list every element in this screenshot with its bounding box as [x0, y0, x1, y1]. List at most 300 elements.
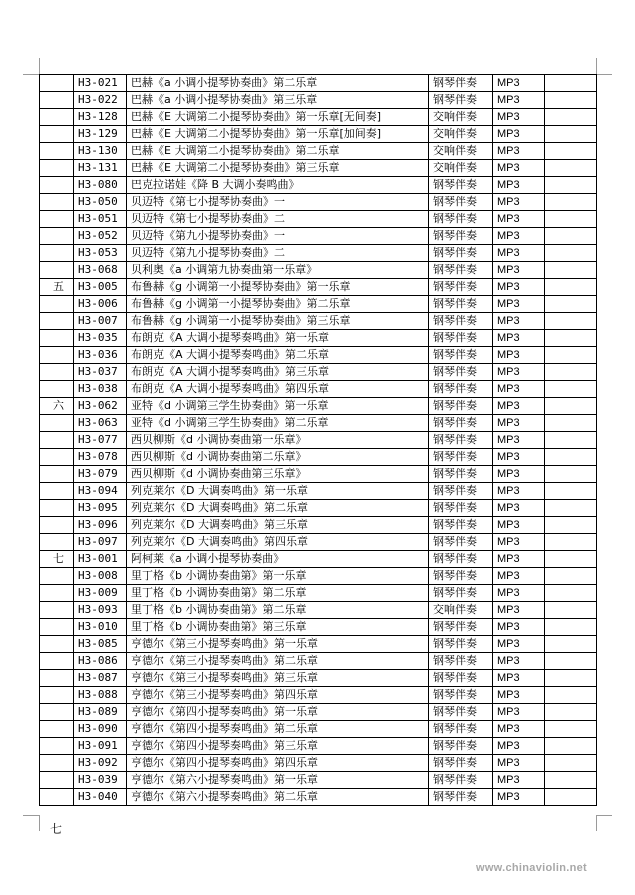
format-cell: MP3	[493, 602, 545, 619]
format-cell: MP3	[493, 738, 545, 755]
section-cell	[40, 687, 74, 704]
note-cell	[545, 75, 597, 92]
table-row	[40, 602, 597, 619]
title-cell: 巴赫《E 大调第二小提琴协奏曲》第三乐章	[127, 160, 429, 177]
accompaniment-cell: 钢琴伴奏	[429, 517, 493, 534]
note-cell	[545, 653, 597, 670]
format-cell: MP3	[493, 330, 545, 347]
section-cell	[40, 347, 74, 364]
table-row	[40, 279, 597, 296]
table-row	[40, 262, 597, 279]
format-cell: MP3	[493, 466, 545, 483]
section-cell	[40, 568, 74, 585]
format-cell: MP3	[493, 687, 545, 704]
accompaniment-cell: 交响伴奏	[429, 143, 493, 160]
note-cell	[545, 313, 597, 330]
title-cell: 亨德尔《第六小提琴奏鸣曲》第一乐章	[127, 772, 429, 789]
table-row	[40, 670, 597, 687]
accompaniment-cell: 钢琴伴奏	[429, 687, 493, 704]
section-cell	[40, 364, 74, 381]
section-cell	[40, 143, 74, 160]
section-cell	[40, 466, 74, 483]
code-cell: H3-093	[74, 602, 127, 619]
code-cell: H3-007	[74, 313, 127, 330]
title-cell: 巴赫《E 大调第二小提琴协奏曲》第一乐章[无间奏]	[127, 109, 429, 126]
accompaniment-cell: 交响伴奏	[429, 160, 493, 177]
note-cell	[545, 500, 597, 517]
accompaniment-cell: 交响伴奏	[429, 109, 493, 126]
format-cell: MP3	[493, 721, 545, 738]
accompaniment-cell: 钢琴伴奏	[429, 670, 493, 687]
accompaniment-cell: 钢琴伴奏	[429, 772, 493, 789]
title-cell: 亨德尔《第三小提琴奏鸣曲》第一乐章	[127, 636, 429, 653]
title-cell: 西贝柳斯《d 小调协奏曲第一乐章》	[127, 432, 429, 449]
section-cell	[40, 228, 74, 245]
format-cell: MP3	[493, 381, 545, 398]
crop-mark-top-right-h	[596, 74, 612, 75]
table-row	[40, 75, 597, 92]
table-row	[40, 449, 597, 466]
title-cell: 亨德尔《第三小提琴奏鸣曲》第三乐章	[127, 670, 429, 687]
accompaniment-cell: 钢琴伴奏	[429, 449, 493, 466]
page-number: 七	[49, 822, 62, 836]
accompaniment-cell: 钢琴伴奏	[429, 262, 493, 279]
title-cell: 亨德尔《第四小提琴奏鸣曲》第一乐章	[127, 704, 429, 721]
note-cell	[545, 228, 597, 245]
format-cell: MP3	[493, 670, 545, 687]
code-cell: H3-095	[74, 500, 127, 517]
code-cell: H3-068	[74, 262, 127, 279]
code-cell: H3-021	[74, 75, 127, 92]
note-cell	[545, 245, 597, 262]
format-cell: MP3	[493, 483, 545, 500]
title-cell: 布鲁赫《g 小调第一小提琴协奏曲》第二乐章	[127, 296, 429, 313]
format-cell: MP3	[493, 126, 545, 143]
note-cell	[545, 92, 597, 109]
code-cell: H3-080	[74, 177, 127, 194]
accompaniment-cell: 钢琴伴奏	[429, 500, 493, 517]
code-cell: H3-052	[74, 228, 127, 245]
code-cell: H3-050	[74, 194, 127, 211]
format-cell: MP3	[493, 279, 545, 296]
section-cell: 七	[40, 551, 74, 568]
section-cell	[40, 534, 74, 551]
section-cell	[40, 262, 74, 279]
title-cell: 巴赫《a 小调小提琴协奏曲》第三乐章	[127, 92, 429, 109]
table-row	[40, 517, 597, 534]
note-cell	[545, 568, 597, 585]
crop-mark-bottom-left-h	[23, 815, 39, 816]
accompaniment-cell: 钢琴伴奏	[429, 330, 493, 347]
code-cell: H3-096	[74, 517, 127, 534]
accompaniment-cell: 钢琴伴奏	[429, 194, 493, 211]
title-cell: 亚特《d 小调第三学生协奏曲》第二乐章	[127, 415, 429, 432]
title-cell: 巴赫《a 小调小提琴协奏曲》第二乐章	[127, 75, 429, 92]
accompaniment-cell: 钢琴伴奏	[429, 177, 493, 194]
table-row	[40, 483, 597, 500]
code-cell: H3-129	[74, 126, 127, 143]
title-cell: 贝迈特《第九小提琴协奏曲》二	[127, 245, 429, 262]
code-cell: H3-091	[74, 738, 127, 755]
format-cell: MP3	[493, 432, 545, 449]
code-cell: H3-005	[74, 279, 127, 296]
table-row	[40, 245, 597, 262]
table-row	[40, 687, 597, 704]
note-cell	[545, 534, 597, 551]
section-cell	[40, 296, 74, 313]
code-cell: H3-038	[74, 381, 127, 398]
table-row	[40, 789, 597, 806]
accompaniment-cell: 钢琴伴奏	[429, 721, 493, 738]
format-cell: MP3	[493, 755, 545, 772]
title-cell: 列克莱尔《D 大调奏鸣曲》第三乐章	[127, 517, 429, 534]
table-row	[40, 619, 597, 636]
section-cell	[40, 449, 74, 466]
code-cell: H3-088	[74, 687, 127, 704]
title-cell: 里丁格《b 小调协奏曲第》第三乐章	[127, 619, 429, 636]
title-cell: 贝迈特《第九小提琴协奏曲》一	[127, 228, 429, 245]
section-cell	[40, 653, 74, 670]
section-cell	[40, 636, 74, 653]
code-cell: H3-092	[74, 755, 127, 772]
format-cell: MP3	[493, 296, 545, 313]
title-cell: 亨德尔《第四小提琴奏鸣曲》第四乐章	[127, 755, 429, 772]
accompaniment-cell: 钢琴伴奏	[429, 704, 493, 721]
table-row	[40, 636, 597, 653]
section-cell	[40, 313, 74, 330]
code-cell: H3-010	[74, 619, 127, 636]
table-row	[40, 721, 597, 738]
code-cell: H3-039	[74, 772, 127, 789]
accompaniment-cell: 钢琴伴奏	[429, 211, 493, 228]
note-cell	[545, 789, 597, 806]
accompaniment-cell: 钢琴伴奏	[429, 636, 493, 653]
title-cell: 亨德尔《第三小提琴奏鸣曲》第二乐章	[127, 653, 429, 670]
note-cell	[545, 602, 597, 619]
note-cell	[545, 772, 597, 789]
code-cell: H3-131	[74, 160, 127, 177]
note-cell	[545, 398, 597, 415]
accompaniment-cell: 钢琴伴奏	[429, 551, 493, 568]
section-cell	[40, 772, 74, 789]
note-cell	[545, 194, 597, 211]
catalog-table-body	[40, 75, 597, 806]
accompaniment-cell: 钢琴伴奏	[429, 483, 493, 500]
table-row	[40, 109, 597, 126]
section-cell	[40, 126, 74, 143]
section-cell	[40, 500, 74, 517]
code-cell: H3-078	[74, 449, 127, 466]
section-cell: 六	[40, 398, 74, 415]
title-cell: 布朗克《A 大调小提琴奏鸣曲》第一乐章	[127, 330, 429, 347]
format-cell: MP3	[493, 262, 545, 279]
table-row	[40, 500, 597, 517]
format-cell: MP3	[493, 245, 545, 262]
format-cell: MP3	[493, 364, 545, 381]
code-cell: H3-022	[74, 92, 127, 109]
title-cell: 布朗克《A 大调小提琴奏鸣曲》第三乐章	[127, 364, 429, 381]
format-cell: MP3	[493, 109, 545, 126]
code-cell: H3-077	[74, 432, 127, 449]
accompaniment-cell: 交响伴奏	[429, 126, 493, 143]
section-cell	[40, 738, 74, 755]
format-cell: MP3	[493, 313, 545, 330]
section-cell	[40, 517, 74, 534]
section-cell	[40, 721, 74, 738]
catalog-table	[39, 74, 597, 806]
crop-mark-bottom-right-h	[596, 815, 612, 816]
note-cell	[545, 738, 597, 755]
code-cell: H3-062	[74, 398, 127, 415]
accompaniment-cell: 钢琴伴奏	[429, 415, 493, 432]
accompaniment-cell: 钢琴伴奏	[429, 75, 493, 92]
section-cell: 五	[40, 279, 74, 296]
code-cell: H3-085	[74, 636, 127, 653]
format-cell: MP3	[493, 568, 545, 585]
table-row	[40, 313, 597, 330]
note-cell	[545, 330, 597, 347]
table-row	[40, 143, 597, 160]
accompaniment-cell: 钢琴伴奏	[429, 92, 493, 109]
note-cell	[545, 517, 597, 534]
format-cell: MP3	[493, 398, 545, 415]
table-row	[40, 364, 597, 381]
note-cell	[545, 670, 597, 687]
accompaniment-cell: 钢琴伴奏	[429, 381, 493, 398]
section-cell	[40, 194, 74, 211]
format-cell: MP3	[493, 177, 545, 194]
table-row	[40, 738, 597, 755]
format-cell: MP3	[493, 636, 545, 653]
table-row	[40, 126, 597, 143]
format-cell: MP3	[493, 551, 545, 568]
title-cell: 巴赫《E 大调第二小提琴协奏曲》第二乐章	[127, 143, 429, 160]
format-cell: MP3	[493, 143, 545, 160]
section-cell	[40, 92, 74, 109]
code-cell: H3-094	[74, 483, 127, 500]
table-row	[40, 568, 597, 585]
accompaniment-cell: 钢琴伴奏	[429, 228, 493, 245]
code-cell: H3-089	[74, 704, 127, 721]
note-cell	[545, 347, 597, 364]
title-cell: 亨德尔《第四小提琴奏鸣曲》第三乐章	[127, 738, 429, 755]
note-cell	[545, 143, 597, 160]
table-row	[40, 177, 597, 194]
table-row	[40, 211, 597, 228]
title-cell: 布朗克《A 大调小提琴奏鸣曲》第二乐章	[127, 347, 429, 364]
code-cell: H3-130	[74, 143, 127, 160]
code-cell: H3-035	[74, 330, 127, 347]
section-cell	[40, 602, 74, 619]
accompaniment-cell: 钢琴伴奏	[429, 738, 493, 755]
note-cell	[545, 279, 597, 296]
table-row	[40, 585, 597, 602]
format-cell: MP3	[493, 160, 545, 177]
crop-mark-top-left-h	[23, 74, 39, 75]
accompaniment-cell: 钢琴伴奏	[429, 364, 493, 381]
format-cell: MP3	[493, 789, 545, 806]
code-cell: H3-128	[74, 109, 127, 126]
table-row	[40, 347, 597, 364]
section-cell	[40, 330, 74, 347]
note-cell	[545, 585, 597, 602]
table-row	[40, 755, 597, 772]
accompaniment-cell: 钢琴伴奏	[429, 245, 493, 262]
format-cell: MP3	[493, 347, 545, 364]
title-cell: 贝迈特《第七小提琴协奏曲》二	[127, 211, 429, 228]
code-cell: H3-001	[74, 551, 127, 568]
note-cell	[545, 636, 597, 653]
code-cell: H3-006	[74, 296, 127, 313]
title-cell: 里丁格《b 小调协奏曲第》第二乐章	[127, 585, 429, 602]
note-cell	[545, 704, 597, 721]
code-cell: H3-037	[74, 364, 127, 381]
format-cell: MP3	[493, 653, 545, 670]
section-cell	[40, 211, 74, 228]
accompaniment-cell: 钢琴伴奏	[429, 585, 493, 602]
section-cell	[40, 704, 74, 721]
title-cell: 巴赫《E 大调第二小提琴协奏曲》第一乐章[加间奏]	[127, 126, 429, 143]
title-cell: 里丁格《b 小调协奏曲第》第二乐章	[127, 602, 429, 619]
format-cell: MP3	[493, 704, 545, 721]
code-cell: H3-086	[74, 653, 127, 670]
accompaniment-cell: 钢琴伴奏	[429, 653, 493, 670]
table-row	[40, 381, 597, 398]
note-cell	[545, 126, 597, 143]
table-row	[40, 432, 597, 449]
code-cell: H3-036	[74, 347, 127, 364]
format-cell: MP3	[493, 211, 545, 228]
section-cell	[40, 619, 74, 636]
crop-mark-top-right-v	[596, 58, 597, 74]
note-cell	[545, 687, 597, 704]
code-cell: H3-079	[74, 466, 127, 483]
format-cell: MP3	[493, 534, 545, 551]
section-cell	[40, 670, 74, 687]
crop-mark-bottom-right-v	[596, 815, 597, 831]
section-cell	[40, 432, 74, 449]
format-cell: MP3	[493, 619, 545, 636]
section-cell	[40, 483, 74, 500]
format-cell: MP3	[493, 92, 545, 109]
note-cell	[545, 211, 597, 228]
note-cell	[545, 721, 597, 738]
accompaniment-cell: 钢琴伴奏	[429, 755, 493, 772]
watermark: www.chinaviolin.net	[475, 862, 587, 874]
title-cell: 列克莱尔《D 大调奏鸣曲》第一乐章	[127, 483, 429, 500]
format-cell: MP3	[493, 449, 545, 466]
title-cell: 里丁格《b 小调协奏曲第》第一乐章	[127, 568, 429, 585]
section-cell	[40, 585, 74, 602]
accompaniment-cell: 钢琴伴奏	[429, 789, 493, 806]
note-cell	[545, 109, 597, 126]
note-cell	[545, 483, 597, 500]
title-cell: 布鲁赫《g 小调第一小提琴协奏曲》第一乐章	[127, 279, 429, 296]
table-row	[40, 772, 597, 789]
title-cell: 亨德尔《第四小提琴奏鸣曲》第二乐章	[127, 721, 429, 738]
note-cell	[545, 755, 597, 772]
table-row	[40, 296, 597, 313]
title-cell: 西贝柳斯《d 小调协奏曲第三乐章》	[127, 466, 429, 483]
table-row	[40, 194, 597, 211]
code-cell: H3-008	[74, 568, 127, 585]
accompaniment-cell: 钢琴伴奏	[429, 313, 493, 330]
format-cell: MP3	[493, 75, 545, 92]
note-cell	[545, 381, 597, 398]
section-cell	[40, 789, 74, 806]
accompaniment-cell: 钢琴伴奏	[429, 432, 493, 449]
section-cell	[40, 755, 74, 772]
section-cell	[40, 177, 74, 194]
format-cell: MP3	[493, 585, 545, 602]
note-cell	[545, 364, 597, 381]
title-cell: 亨德尔《第六小提琴奏鸣曲》第二乐章	[127, 789, 429, 806]
section-cell	[40, 109, 74, 126]
table-row	[40, 551, 597, 568]
crop-mark-top-left-v	[39, 58, 40, 74]
accompaniment-cell: 钢琴伴奏	[429, 466, 493, 483]
section-cell	[40, 415, 74, 432]
note-cell	[545, 619, 597, 636]
title-cell: 布鲁赫《g 小调第一小提琴协奏曲》第三乐章	[127, 313, 429, 330]
title-cell: 亨德尔《第三小提琴奏鸣曲》第四乐章	[127, 687, 429, 704]
code-cell: H3-097	[74, 534, 127, 551]
table-row	[40, 534, 597, 551]
title-cell: 布朗克《A 大调小提琴奏鸣曲》第四乐章	[127, 381, 429, 398]
format-cell: MP3	[493, 415, 545, 432]
note-cell	[545, 160, 597, 177]
format-cell: MP3	[493, 517, 545, 534]
section-cell	[40, 381, 74, 398]
accompaniment-cell: 交响伴奏	[429, 602, 493, 619]
accompaniment-cell: 钢琴伴奏	[429, 398, 493, 415]
note-cell	[545, 296, 597, 313]
note-cell	[545, 262, 597, 279]
note-cell	[545, 551, 597, 568]
format-cell: MP3	[493, 772, 545, 789]
section-cell	[40, 75, 74, 92]
table-row	[40, 398, 597, 415]
table-row	[40, 653, 597, 670]
section-cell	[40, 160, 74, 177]
note-cell	[545, 449, 597, 466]
format-cell: MP3	[493, 228, 545, 245]
section-cell	[40, 245, 74, 262]
code-cell: H3-009	[74, 585, 127, 602]
table-row	[40, 330, 597, 347]
note-cell	[545, 466, 597, 483]
table-row	[40, 704, 597, 721]
table-row	[40, 92, 597, 109]
note-cell	[545, 432, 597, 449]
accompaniment-cell: 钢琴伴奏	[429, 296, 493, 313]
accompaniment-cell: 钢琴伴奏	[429, 279, 493, 296]
title-cell: 列克莱尔《D 大调奏鸣曲》第二乐章	[127, 500, 429, 517]
accompaniment-cell: 钢琴伴奏	[429, 568, 493, 585]
table-row	[40, 466, 597, 483]
title-cell: 西贝柳斯《d 小调协奏曲第二乐章》	[127, 449, 429, 466]
table-row	[40, 415, 597, 432]
table-row	[40, 160, 597, 177]
note-cell	[545, 177, 597, 194]
title-cell: 列克莱尔《D 大调奏鸣曲》第四乐章	[127, 534, 429, 551]
title-cell: 阿柯莱《a 小调小提琴协奏曲》	[127, 551, 429, 568]
table-row	[40, 228, 597, 245]
note-cell	[545, 415, 597, 432]
accompaniment-cell: 钢琴伴奏	[429, 619, 493, 636]
title-cell: 巴克拉诺娃《降 B 大调小奏鸣曲》	[127, 177, 429, 194]
format-cell: MP3	[493, 194, 545, 211]
